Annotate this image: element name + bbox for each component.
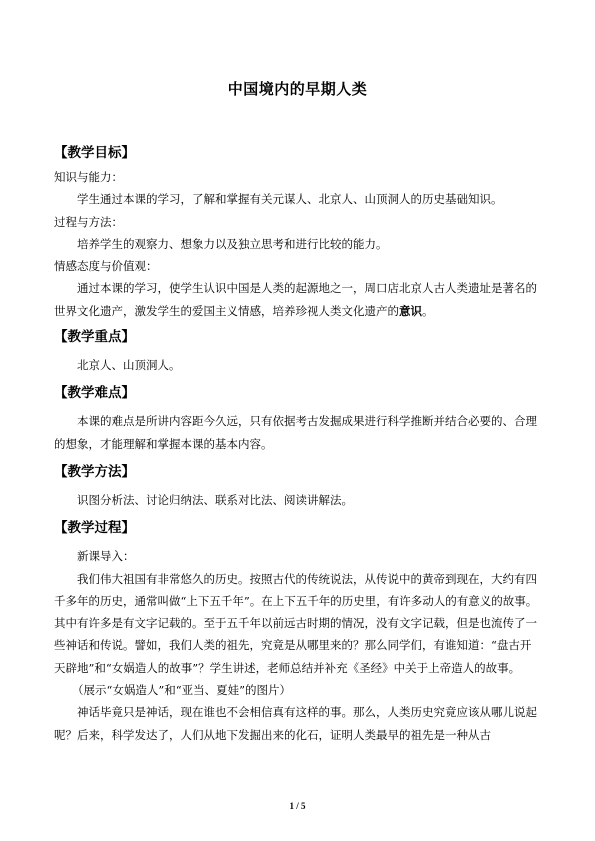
attitude-text (54, 277, 542, 322)
section-heading-key-points: 【教学重点】 (54, 329, 135, 346)
image-caption: （展示“女娲造人”和“亚当、夏娃”的图片） (72, 683, 292, 698)
attitude-text-main: 通过本课的学习，使学生认识中国是人类的起源地之一，周口店北京人古人类遗址是著名的世界文化遗产，激发学生的爱国主义情感，培养珍视人类文化遗产的 (54, 281, 537, 318)
methods-text: 识图分析法、讨论归纳法、联系对比法、阅读讲解法。 (77, 492, 353, 507)
process-paragraph-1: 我们伟大祖国有非常悠久的历史。按照古代的传统说法，从传说中的黄帝到现在，大约有四千多年的历史，通常叫做“上下五千年”。在上下五千年的历史里，有许多动人的有意义的故事。其中有许多是有文字记载的。至于五千年以前远古时期的情况，没有文字记载，但是也流传了一些神话和传说。譬如，我们人类的祖先，究竟是从哪里来的？那么同学们，有谁知道：“盘古开天辟地”和“女娲造人的故事”？学生讲述，老师总结并补充《圣经》中关于上帝造人的故事。 (54, 571, 538, 675)
process-paragraph-2: 神话毕竟只是神话，现在谁也不会相信真有这样的事。那么，人类历史究竟应该从哪儿说起呢？后来，科学发达了，人们从地下发掘出来的化石，证明人类最早的祖先是一种从古 (54, 705, 537, 742)
section-heading-goals: 【教学目标】 (54, 145, 135, 161)
document-body (54, 140, 542, 746)
attitude-label: 情感态度与价值观： (54, 259, 158, 274)
section-heading-difficulties: 【教学难点】 (54, 385, 135, 402)
page-title: 中国境内的早期人类 (227, 80, 368, 98)
section-heading-process: 【教学过程】 (54, 520, 135, 537)
key-points-text: 北京人、山顶洞人。 (77, 358, 181, 373)
section-teaching-goals (54, 140, 542, 322)
section-heading-methods: 【教学方法】 (54, 463, 135, 480)
knowledge-label: 知识与能力： (54, 170, 123, 184)
section-methods (54, 459, 542, 511)
knowledge-text: 学生通过本课的学习，了解和掌握有关元谋人、北京人、山顶洞人的历史基础知识。 (77, 192, 503, 207)
section-teaching-process (54, 515, 542, 746)
difficulties-text: 本课的难点是所讲内容距今久远，只有依据考古发掘成果进行科学推断并结合必要的、合理的想象，才能理解和掌握本课的基本内容。 (54, 414, 537, 451)
process-method-label: 过程与方法： (54, 214, 123, 229)
attitude-text-bold: 意识 (399, 303, 422, 318)
page-number: 1 / 5 (289, 801, 306, 811)
section-difficulties (54, 380, 542, 455)
section-key-points (54, 324, 542, 376)
intro-label: 新课导入： (77, 549, 135, 564)
process-method-text: 培养学生的观察力、想象力以及独立思考和进行比较的能力。 (77, 236, 388, 251)
attitude-text-end: 。 (422, 303, 434, 318)
